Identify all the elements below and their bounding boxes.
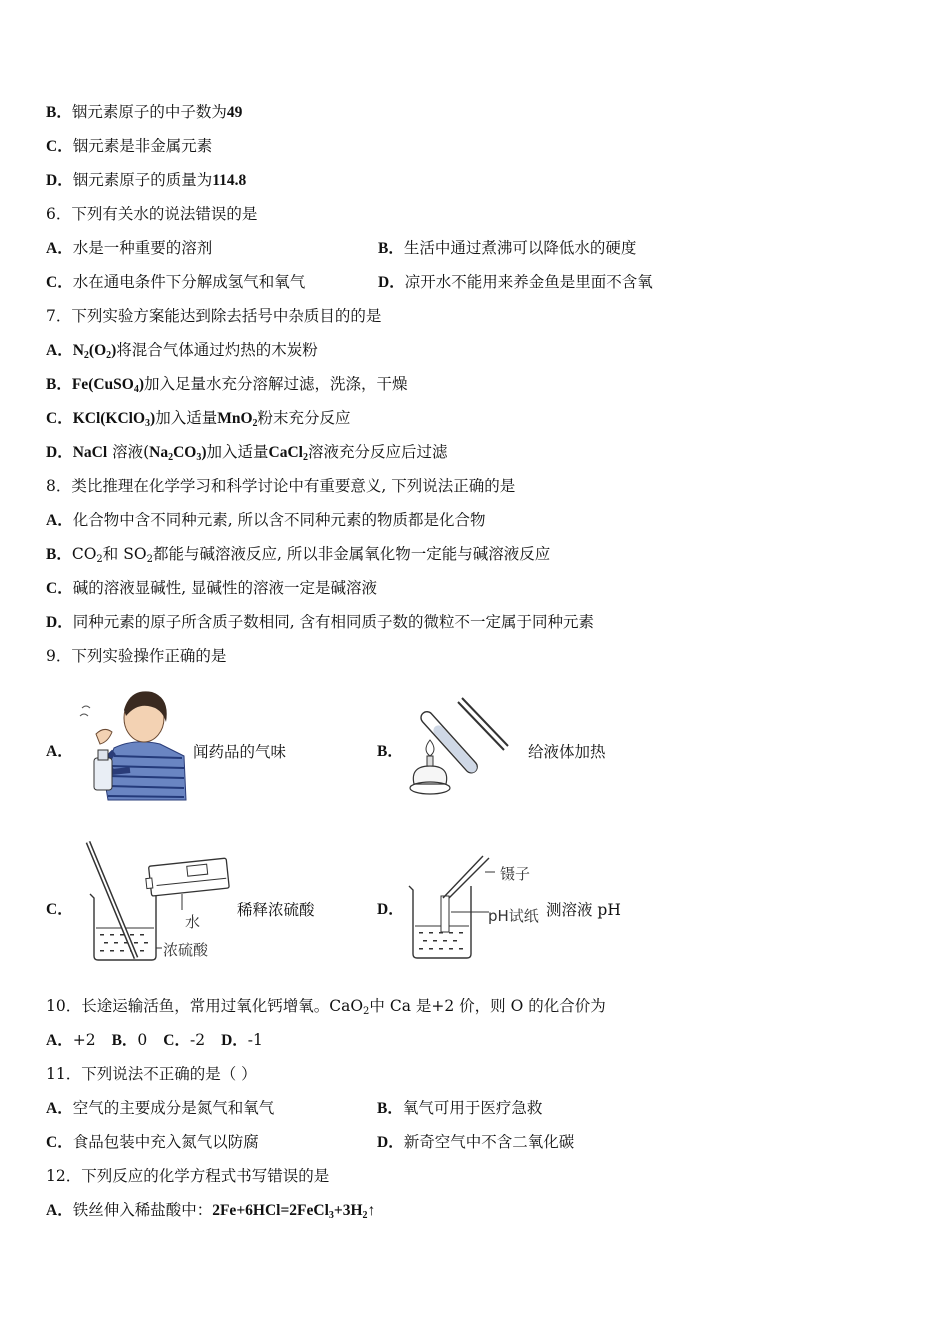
water-label: 水	[185, 913, 201, 931]
formula: MnO	[217, 410, 253, 427]
option-text: 水在通电条件下分解成氢气和氧气	[72, 273, 306, 291]
option-label: D．	[46, 444, 73, 461]
option-text: 都能与碱溶液反应, 所以非金属氧化物一定能与碱溶液反应	[152, 545, 551, 563]
formula: (O	[88, 342, 107, 359]
option-label: B．	[46, 104, 72, 121]
option-text: 铟元素是非金属元素	[72, 137, 213, 155]
subscript: 4	[133, 384, 139, 395]
option-text: 水是一种重要的溶剂	[72, 239, 213, 257]
formula: Na	[149, 444, 169, 461]
subscript: 3	[196, 452, 202, 463]
q9-option-b-caption: 给液体加热	[528, 743, 606, 761]
q6-stem: 6．下列有关水的说法错误的是	[46, 205, 258, 223]
q9-option-b-label: B．	[377, 743, 403, 760]
formula: )	[111, 342, 117, 359]
ph-paper-label: pH试纸	[488, 907, 539, 925]
option-label: C．	[46, 1134, 73, 1151]
q9-stem: 9．下列实验操作正确的是	[46, 647, 227, 665]
option-label: C．	[46, 410, 73, 427]
subscript: 2	[168, 452, 174, 463]
q6-option-d	[378, 272, 653, 293]
q5-option-c	[46, 136, 212, 157]
option-text: 溶液充分反应后过滤	[307, 443, 448, 461]
option-label: C．	[163, 1032, 190, 1049]
option-text: 铁丝伸入稀盐酸中：	[72, 1201, 213, 1219]
option-label: B．	[46, 376, 72, 393]
q8-stem: 8．类比推理在化学学习和科学讨论中有重要意义, 下列说法正确的是	[46, 477, 516, 495]
q7-stem: 7．下列实验方案能达到除去括号中杂质目的的是	[46, 307, 382, 325]
option-label: B．	[377, 1100, 403, 1117]
tweezers-label: 镊子	[500, 865, 531, 883]
formula: N	[72, 342, 84, 359]
option-number: 49	[226, 104, 243, 121]
formula: )	[138, 376, 145, 393]
option-text: -1	[247, 1031, 263, 1049]
subscript: 2	[302, 452, 308, 463]
option-text: 粉末充分反应	[257, 409, 351, 427]
measuring-ph-illustration	[405, 852, 495, 962]
heating-liquid-illustration	[400, 692, 512, 800]
option-text: 氧气可用于医疗急救	[402, 1099, 543, 1117]
q11-option-d	[377, 1132, 574, 1153]
formula: SO	[123, 545, 147, 563]
q9-option-d-caption: 测溶液 pH	[546, 901, 621, 919]
option-label: B．	[46, 546, 72, 563]
q7-option-d	[46, 442, 448, 463]
q9-option-a-label: A．	[46, 743, 73, 760]
q6-option-a	[46, 238, 212, 259]
option-text: 化合物中含不同种元素, 所以含不同种元素的物质都是化合物	[72, 511, 486, 529]
q6-option-c	[46, 272, 305, 293]
formula: CO	[71, 545, 97, 563]
q8-option-d	[46, 612, 594, 633]
formula: Fe(CuSO	[71, 376, 134, 393]
option-label: D．	[378, 274, 405, 291]
q5-option-b	[46, 102, 242, 123]
formula: KCl(KClO	[72, 410, 146, 427]
q11-option-b	[377, 1098, 542, 1119]
option-label: A．	[46, 342, 73, 359]
formula: )	[150, 410, 156, 427]
q9-option-a-caption: 闻药品的气味	[193, 743, 287, 761]
q10-options	[46, 1030, 263, 1051]
subscript: 2	[96, 554, 103, 565]
stem-text: 中 Ca 是+2 价，则 O 的化合价为	[369, 997, 606, 1015]
formula: NaCl	[72, 444, 108, 461]
option-text: 空气的主要成分是氮气和氧气	[72, 1099, 275, 1117]
stem-text: 10．长途运输活鱼，常用过氧化钙增氧。	[46, 997, 330, 1015]
subscript: 2	[362, 1210, 368, 1221]
q6-option-b	[378, 238, 636, 259]
q11-option-a	[46, 1098, 274, 1119]
option-label: A．	[46, 240, 73, 257]
option-label: D．	[46, 614, 73, 631]
q7-option-a	[46, 340, 318, 361]
q10-stem	[46, 996, 606, 1016]
option-text: +2	[72, 1031, 96, 1049]
option-text: 和	[102, 545, 124, 563]
option-text: 0	[137, 1031, 148, 1049]
q9-option-d-label: D．	[377, 901, 404, 918]
diluting-acid-illustration	[80, 838, 232, 964]
option-number: 114.8	[212, 172, 247, 189]
q12-option-a	[46, 1200, 375, 1221]
option-text: 碱的溶液显碱性, 显碱性的溶液一定是碱溶液	[72, 579, 378, 597]
subscript: 3	[328, 1210, 334, 1221]
subscript: 2	[83, 350, 89, 361]
subscript: 2	[106, 350, 112, 361]
option-text: 铟元素原子的中子数为	[71, 103, 227, 121]
formula: CaCl	[268, 444, 303, 461]
subscript: 2	[146, 554, 153, 565]
option-label: B．	[111, 1032, 138, 1049]
option-label: A．	[46, 512, 73, 529]
q7-option-c	[46, 408, 351, 429]
q5-option-d	[46, 170, 246, 191]
subscript: 3	[145, 418, 151, 429]
option-label: C．	[46, 274, 73, 291]
subscript: 2	[252, 418, 258, 429]
option-label: A．	[46, 1100, 73, 1117]
option-label: A．	[46, 1202, 73, 1219]
option-text: 加入足量水充分溶解过滤，洗涤，干燥	[144, 375, 408, 393]
q8-option-c	[46, 578, 377, 599]
option-text: 铟元素原子的质量为	[72, 171, 213, 189]
option-text: 将混合气体通过灼热的木炭粉	[116, 341, 318, 359]
option-label: C．	[46, 138, 73, 155]
formula: ↑	[367, 1202, 376, 1219]
formula: CO	[173, 444, 197, 461]
q12-stem: 12．下列反应的化学方程式书写错误的是	[46, 1167, 330, 1185]
q7-option-b	[46, 374, 408, 395]
q8-option-b	[46, 544, 550, 565]
concentrated-acid-label: 浓硫酸	[163, 941, 209, 959]
option-text: -2	[189, 1031, 206, 1049]
q9-option-c-caption: 稀释浓硫酸	[237, 901, 315, 919]
q9-option-c-label: C．	[46, 901, 73, 918]
option-label: C．	[46, 580, 73, 597]
option-label: D．	[377, 1134, 404, 1151]
option-label: D．	[221, 1032, 248, 1049]
option-text: 溶液(	[107, 443, 150, 461]
option-label: D．	[46, 172, 73, 189]
subscript: 2	[363, 1006, 370, 1017]
smelling-chemical-illustration	[74, 686, 188, 802]
option-text: 加入适量	[206, 443, 269, 461]
option-text: 加入适量	[155, 409, 218, 427]
option-label: A．	[46, 1032, 73, 1049]
q8-option-a	[46, 510, 486, 531]
q11-stem: 11．下列说法不正确的是（ ）	[46, 1065, 257, 1083]
q11-option-c	[46, 1132, 259, 1153]
option-text: 食品包装中充入氮气以防腐	[72, 1133, 259, 1151]
option-text: 凉开水不能用来养金鱼是里面不含氧	[404, 273, 653, 291]
formula: )	[201, 444, 207, 461]
formula: +3H	[333, 1202, 363, 1219]
option-text: 新奇空气中不含二氧化碳	[403, 1133, 575, 1151]
formula: 2Fe+6HCl=2FeCl	[212, 1202, 329, 1219]
option-label: B．	[378, 240, 404, 257]
option-text: 同种元素的原子所含质子数相同, 含有相同质子数的微粒不一定属于同种元素	[72, 613, 595, 631]
option-text: 生活中通过煮沸可以降低水的硬度	[403, 239, 637, 257]
formula: CaO	[329, 997, 364, 1015]
